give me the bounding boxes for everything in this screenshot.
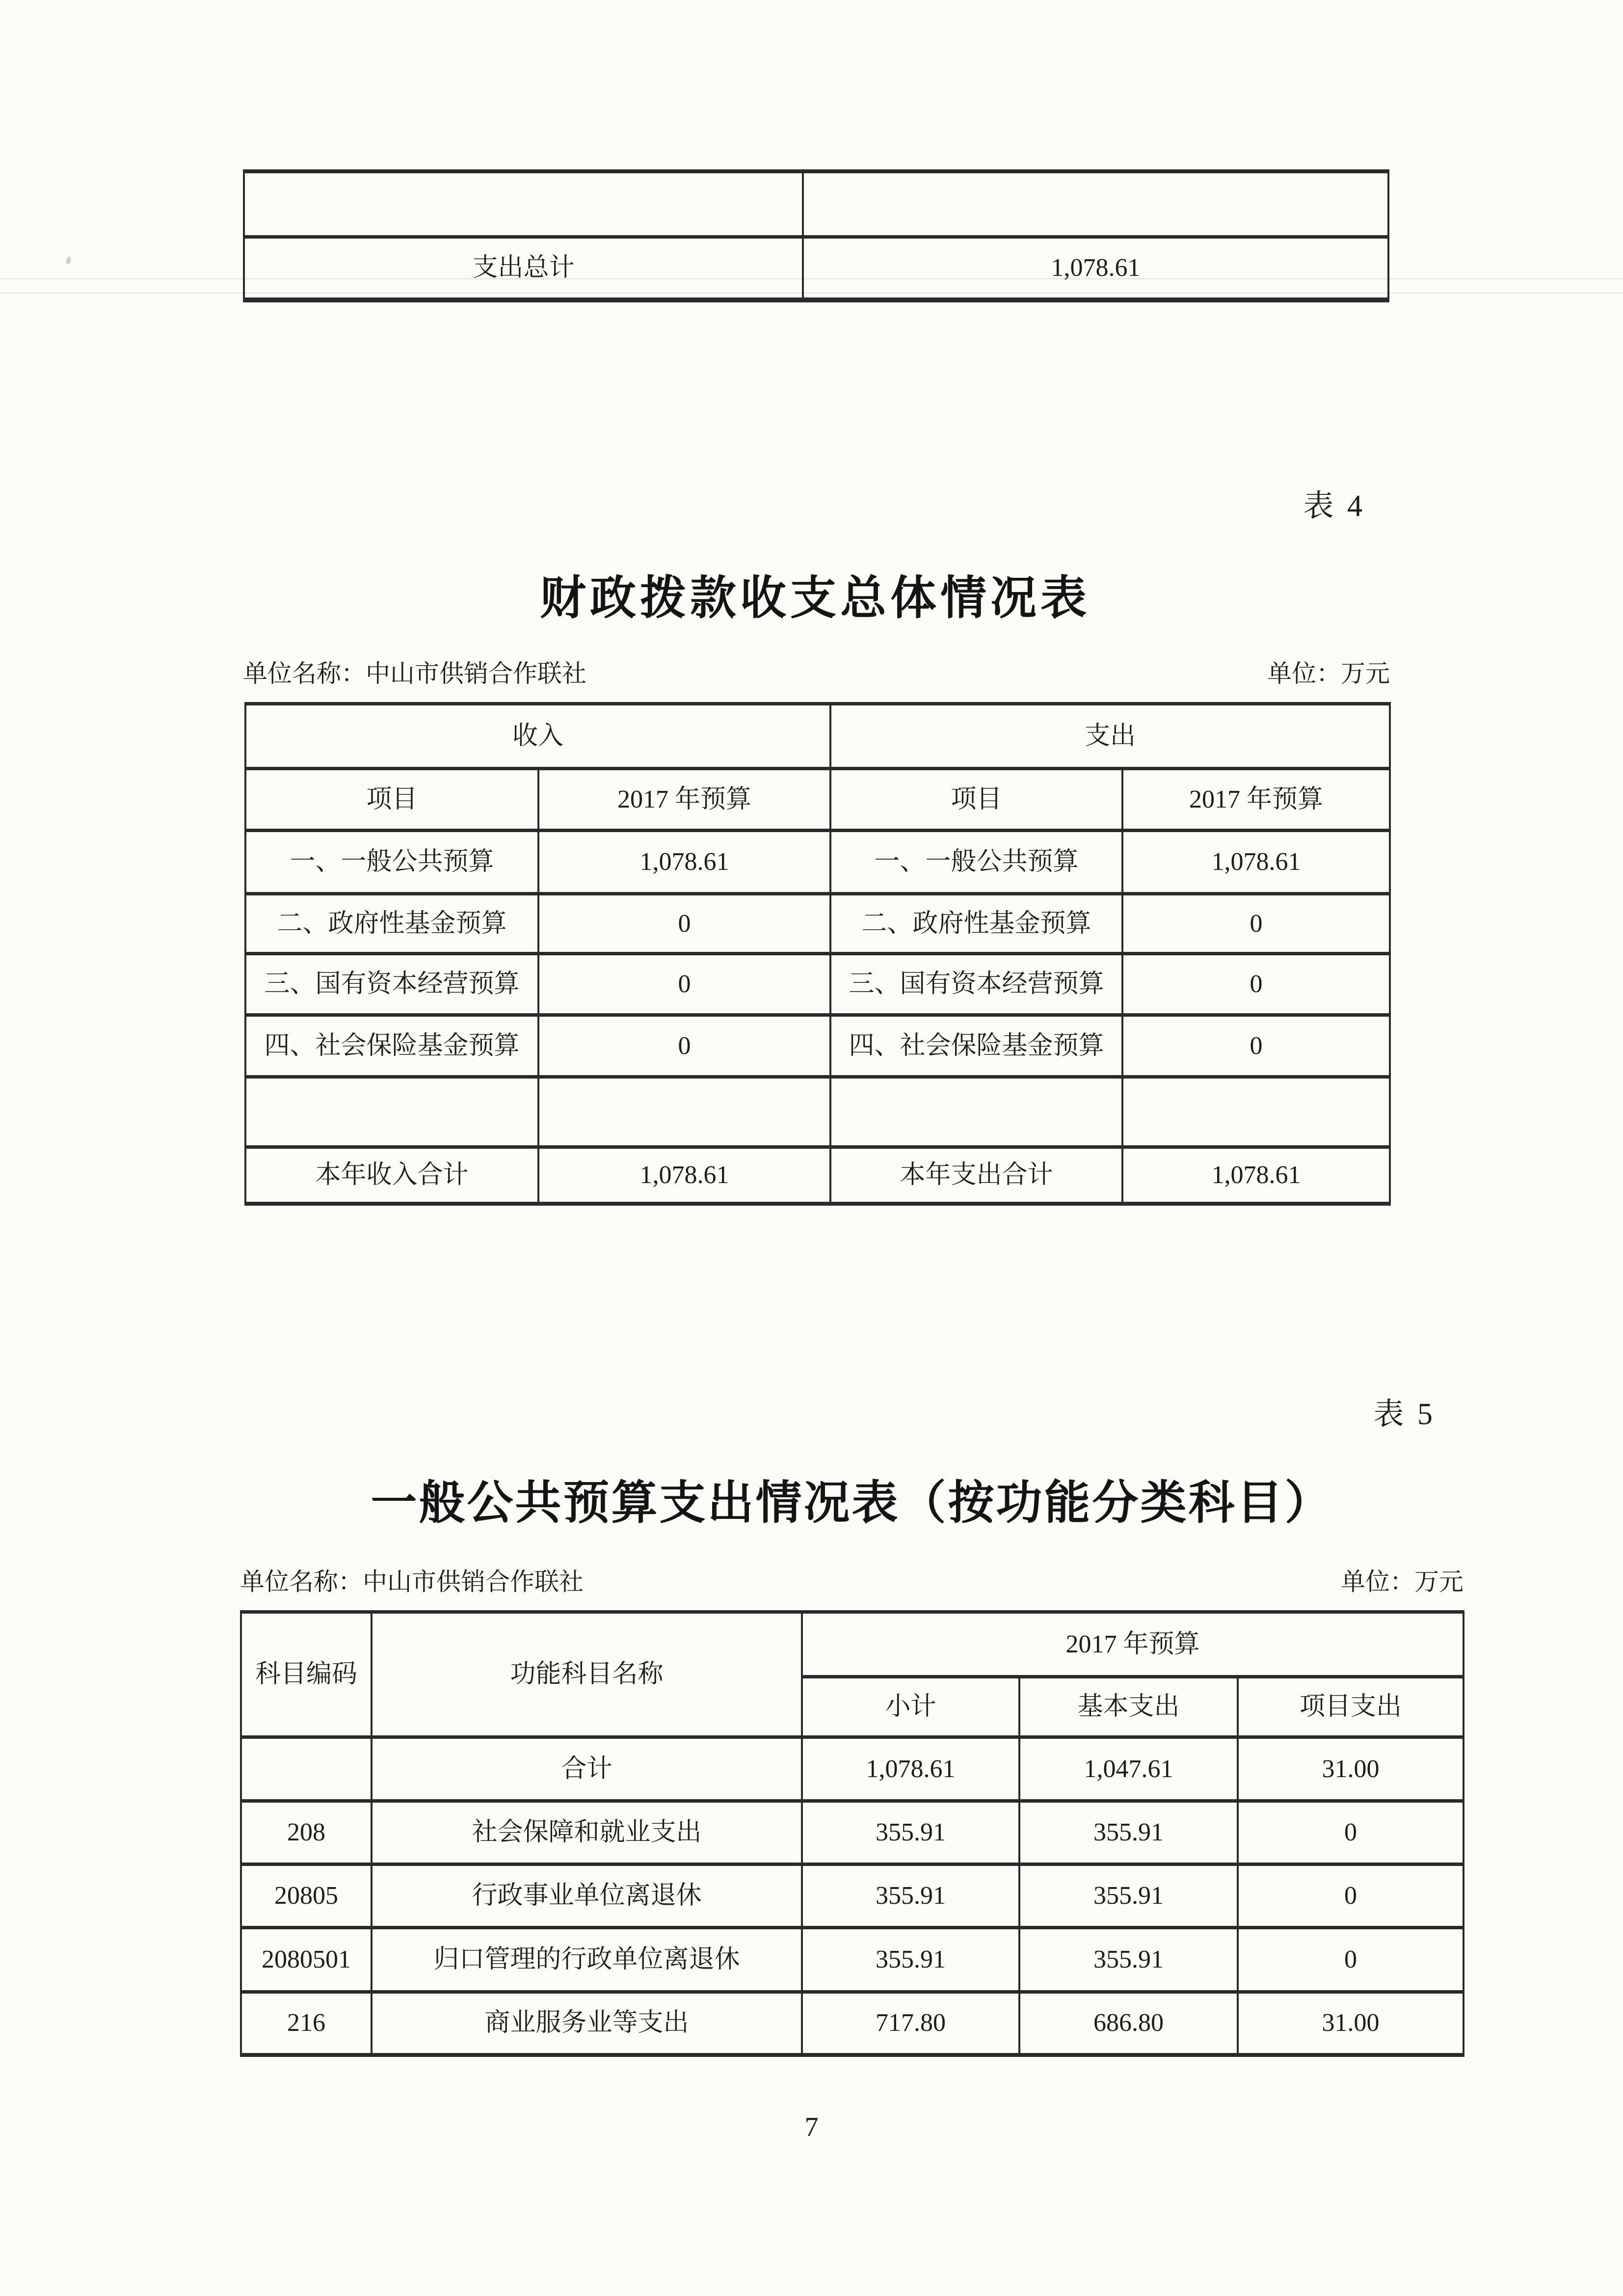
project-value: 0: [1238, 1864, 1463, 1928]
table-row: [241, 1864, 1463, 1928]
expense-item-col-header: 项目: [830, 769, 1122, 831]
table5-tag: 表 5: [1373, 1398, 1436, 1431]
table5-unit-name: 单位名称：中山市供销合作联社: [240, 1568, 584, 1595]
table-row: [245, 769, 1390, 831]
expense-item: 四、社会保险基金预算: [830, 1015, 1122, 1077]
scan-artifact-dot: [65, 256, 71, 265]
total-project: 31.00: [1238, 1737, 1463, 1801]
empty-cell: [244, 171, 803, 237]
income-item: 二、政府性基金预算: [245, 894, 538, 954]
table-row: [244, 237, 1388, 300]
income-value: [538, 1077, 830, 1147]
income-item: 三、国有资本经营预算: [245, 954, 538, 1015]
subtotal-value: 717.80: [802, 1992, 1019, 2055]
expense-item: 二、政府性基金预算: [830, 894, 1122, 954]
basic-value: 355.91: [1019, 1928, 1238, 1992]
empty-cell: [803, 171, 1388, 237]
table4-title: 财政拨款收支总体情况表: [539, 573, 1091, 624]
table-row: [241, 1612, 1463, 1677]
table5-unit: 单位：万元: [1341, 1568, 1463, 1595]
income-total-label: 本年收入合计: [245, 1147, 538, 1204]
expense-total-value: 1,078.61: [1122, 1147, 1390, 1204]
name-col-header: 功能科目名称: [372, 1612, 802, 1737]
total-name: 合计: [372, 1737, 802, 1801]
subtotal-value: 355.91: [802, 1801, 1019, 1864]
expense-value: 0: [1122, 1015, 1390, 1077]
subject-name: 社会保障和就业支出: [372, 1801, 802, 1864]
expense-total-label: 本年支出合计: [830, 1147, 1122, 1204]
income-value: 1,078.61: [538, 831, 830, 894]
income-section-header: 收入: [245, 704, 830, 769]
income-value: 0: [538, 894, 830, 954]
subtotal-value: 355.91: [802, 1928, 1019, 1992]
table-row: [245, 1015, 1390, 1077]
expense-grand-total-table: [243, 169, 1389, 302]
table-row: [245, 1147, 1390, 1204]
subject-code: 20805: [241, 1864, 372, 1928]
expense-value: 0: [1122, 954, 1390, 1015]
total-code-cell: [241, 1737, 372, 1801]
table5-unit-line: [240, 1567, 1463, 1596]
income-value: 0: [538, 954, 830, 1015]
year-col-header: 2017 年预算: [802, 1612, 1463, 1677]
subtotal-col-header: 小计: [802, 1677, 1019, 1737]
subject-code: 2080501: [241, 1928, 372, 1992]
income-total-value: 1,078.61: [538, 1147, 830, 1204]
subject-code: 208: [241, 1801, 372, 1864]
total-subtotal: 1,078.61: [802, 1737, 1019, 1801]
income-budget-col-header: 2017 年预算: [538, 769, 830, 831]
subject-name: 商业服务业等支出: [372, 1992, 802, 2055]
income-value: 0: [538, 1015, 830, 1077]
table-row: [245, 831, 1390, 894]
table4-unit-line: [243, 659, 1390, 688]
expense-grand-total-value: 1,078.61: [803, 237, 1388, 300]
expense-value: [1122, 1077, 1390, 1147]
income-item: 一、一般公共预算: [245, 831, 538, 894]
income-item-col-header: 项目: [245, 769, 538, 831]
expense-section-header: 支出: [830, 704, 1390, 769]
project-value: 0: [1238, 1928, 1463, 1992]
table-row: [244, 171, 1388, 237]
table-row: [241, 1801, 1463, 1864]
total-basic: 1,047.61: [1019, 1737, 1238, 1801]
table-row: [241, 1737, 1463, 1801]
subject-name: 归口管理的行政单位离退休: [372, 1928, 802, 1992]
table-row: [245, 954, 1390, 1015]
expense-item: [830, 1077, 1122, 1147]
basic-value: 355.91: [1019, 1864, 1238, 1928]
table-row: [245, 1077, 1390, 1147]
code-col-header: 科目编码: [241, 1612, 372, 1737]
project-value: 31.00: [1238, 1992, 1463, 2055]
basic-value: 686.80: [1019, 1992, 1238, 2055]
expense-item: 一、一般公共预算: [830, 831, 1122, 894]
project-col-header: 项目支出: [1238, 1677, 1463, 1737]
project-value: 0: [1238, 1801, 1463, 1864]
table5-title: 一般公共预算支出情况表（按功能分类科目）: [371, 1478, 1333, 1529]
subtotal-value: 355.91: [802, 1864, 1019, 1928]
income-item: [245, 1077, 538, 1147]
table-row: [245, 894, 1390, 954]
page-number: 7: [804, 2112, 819, 2142]
table4-unit: 单位：万元: [1267, 660, 1390, 687]
table4-unit-name: 单位名称：中山市供销合作联社: [243, 660, 586, 687]
expense-value: 1,078.61: [1122, 831, 1390, 894]
table-row: [245, 704, 1390, 769]
table4-tag: 表 4: [1303, 489, 1365, 523]
table-row: [241, 1992, 1463, 2055]
expense-grand-total-label: 支出总计: [244, 237, 803, 300]
income-item: 四、社会保险基金预算: [245, 1015, 538, 1077]
subject-code: 216: [241, 1992, 372, 2055]
basic-col-header: 基本支出: [1019, 1677, 1238, 1737]
subject-name: 行政事业单位离退休: [372, 1864, 802, 1928]
table4-budget-overview: [244, 702, 1391, 1206]
table-row: [241, 1928, 1463, 1992]
basic-value: 355.91: [1019, 1801, 1238, 1864]
expense-budget-col-header: 2017 年预算: [1122, 769, 1390, 831]
table5-functional-expense: [240, 1610, 1464, 2057]
expense-item: 三、国有资本经营预算: [830, 954, 1122, 1015]
expense-value: 0: [1122, 894, 1390, 954]
